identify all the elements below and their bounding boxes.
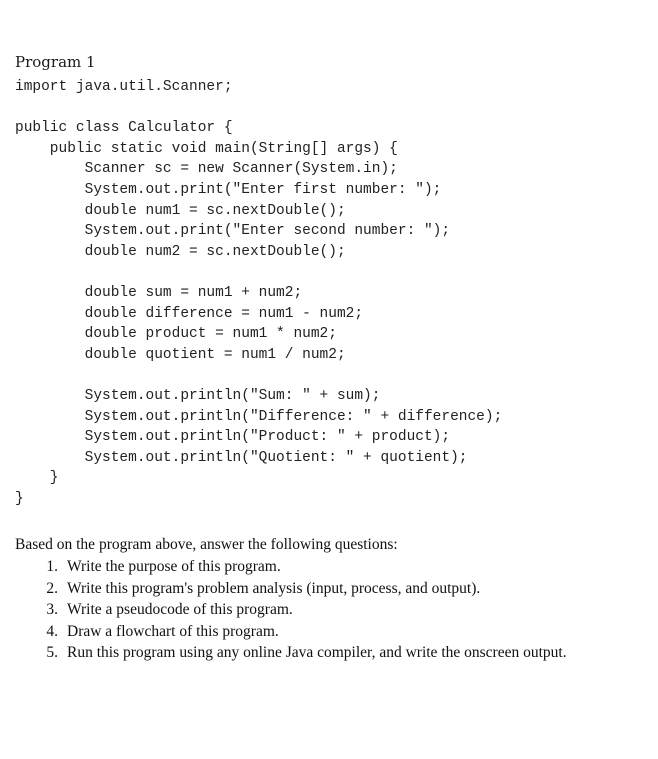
code-line bbox=[15, 98, 502, 119]
question-text: Run this program using any online Java compiler, and write the onscreen output. bbox=[67, 644, 567, 661]
code-line: } bbox=[15, 490, 24, 507]
question-item bbox=[15, 621, 567, 643]
code-line: System.out.println("Product: " + product); bbox=[15, 429, 451, 446]
question-number: 2. bbox=[46, 579, 58, 597]
code-line: Scanner sc = new Scanner(System.in); bbox=[15, 161, 398, 178]
code-line: import java.util.Scanner; bbox=[15, 79, 233, 95]
code-line: public static void main(String[] args) { bbox=[15, 140, 398, 157]
question-text: Draw a flowchart of this program. bbox=[67, 622, 279, 640]
code-line: double sum = num1 + num2; bbox=[15, 284, 303, 301]
question-item bbox=[15, 599, 567, 621]
program-title: Program 1 bbox=[15, 53, 96, 71]
code-line: System.out.println("Sum: " + sum); bbox=[15, 387, 381, 404]
questions-section bbox=[15, 534, 567, 664]
question-text: Write the purpose of this program. bbox=[67, 558, 281, 575]
question-text: Write a pseudocode of this program. bbox=[67, 601, 293, 618]
code-line: double num2 = sc.nextDouble(); bbox=[15, 243, 346, 260]
code-line: } bbox=[15, 470, 59, 487]
code-line: System.out.print("Enter first number: "); bbox=[15, 181, 442, 198]
questions-intro: Based on the program above, answer the following questions: bbox=[15, 536, 398, 553]
question-item bbox=[15, 556, 567, 578]
code-line: double product = num1 * num2; bbox=[15, 326, 337, 343]
code-line bbox=[15, 365, 502, 386]
code-line: double difference = num1 - num2; bbox=[15, 305, 364, 322]
code-line: double quotient = num1 / num2; bbox=[15, 346, 346, 363]
question-item bbox=[15, 578, 567, 600]
question-number: 5. bbox=[46, 644, 58, 661]
code-line bbox=[15, 262, 502, 283]
question-text: Write this program's problem analysis (input, process, and output). bbox=[67, 579, 481, 597]
code-line: System.out.print("Enter second number: "); bbox=[15, 223, 451, 240]
code-line: System.out.println("Quotient: " + quotient); bbox=[15, 449, 468, 466]
code-line: double num1 = sc.nextDouble(); bbox=[15, 202, 346, 219]
question-number: 3. bbox=[46, 601, 58, 618]
questions-list bbox=[15, 556, 567, 664]
question-number: 4. bbox=[46, 622, 58, 640]
code-line: public class Calculator { bbox=[15, 120, 233, 137]
question-number: 1. bbox=[46, 558, 58, 575]
code-block bbox=[15, 77, 502, 509]
question-item bbox=[15, 642, 567, 664]
code-line: System.out.println("Difference: " + difference); bbox=[15, 408, 503, 425]
